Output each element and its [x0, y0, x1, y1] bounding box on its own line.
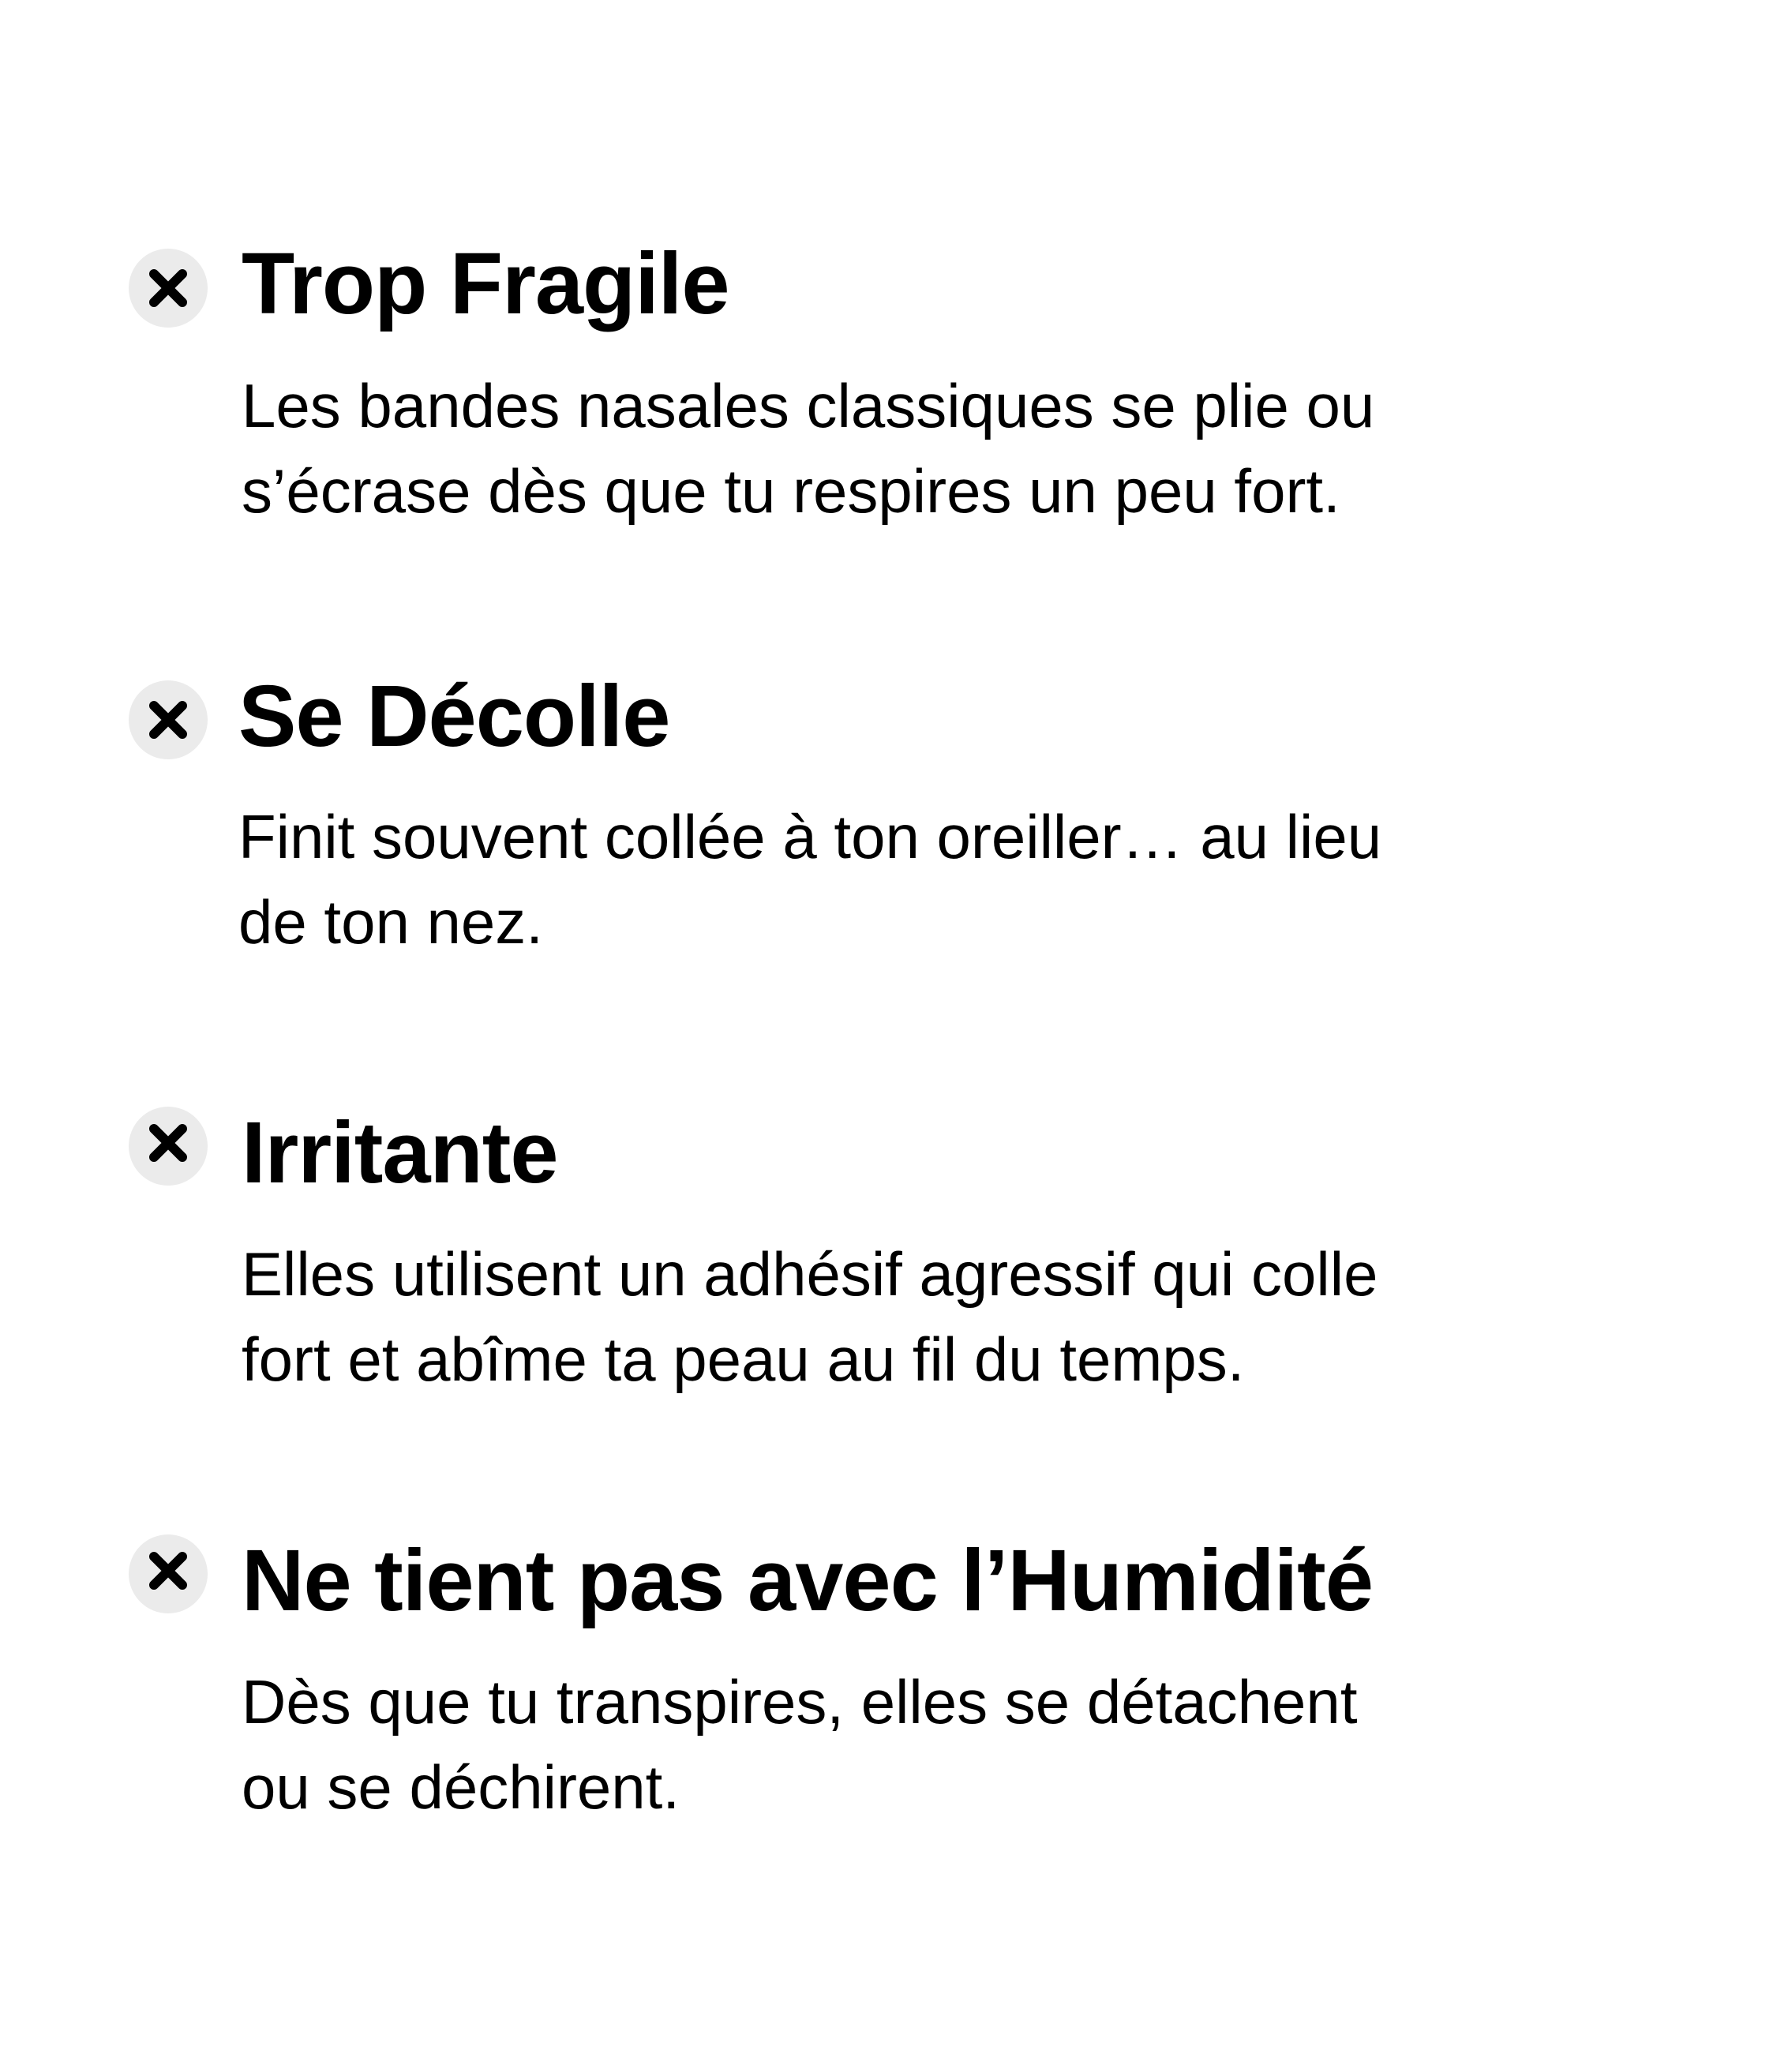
close-icon	[129, 1534, 208, 1613]
problem-description-line: fort et abîme ta peau au fil du temps.	[242, 1325, 1245, 1394]
problem-description-line: Les bandes nasales classiques se plie ou	[242, 371, 1375, 440]
problem-description-line: ou se déchirent.	[242, 1752, 680, 1822]
problem-title: Irritante	[242, 1104, 558, 1201]
problem-description-line: s’écrase dès que tu respires un peu fort.	[242, 456, 1340, 526]
problem-description-line: Finit souvent collée à ton oreiller… au lieu	[238, 802, 1382, 871]
close-icon	[129, 680, 208, 759]
problem-title: Trop Fragile	[242, 235, 729, 332]
problem-description-line: de ton nez.	[238, 887, 543, 957]
problem-description-line: Dès que tu transpires, elles se détachent	[242, 1667, 1358, 1737]
close-icon	[129, 249, 208, 328]
problem-title: Se Décolle	[238, 668, 670, 765]
problem-description-line: Elles utilisent un adhésif agressif qui colle	[242, 1239, 1378, 1309]
problem-title: Ne tient pas avec l’Humidité	[242, 1532, 1373, 1629]
close-icon	[129, 1107, 208, 1186]
